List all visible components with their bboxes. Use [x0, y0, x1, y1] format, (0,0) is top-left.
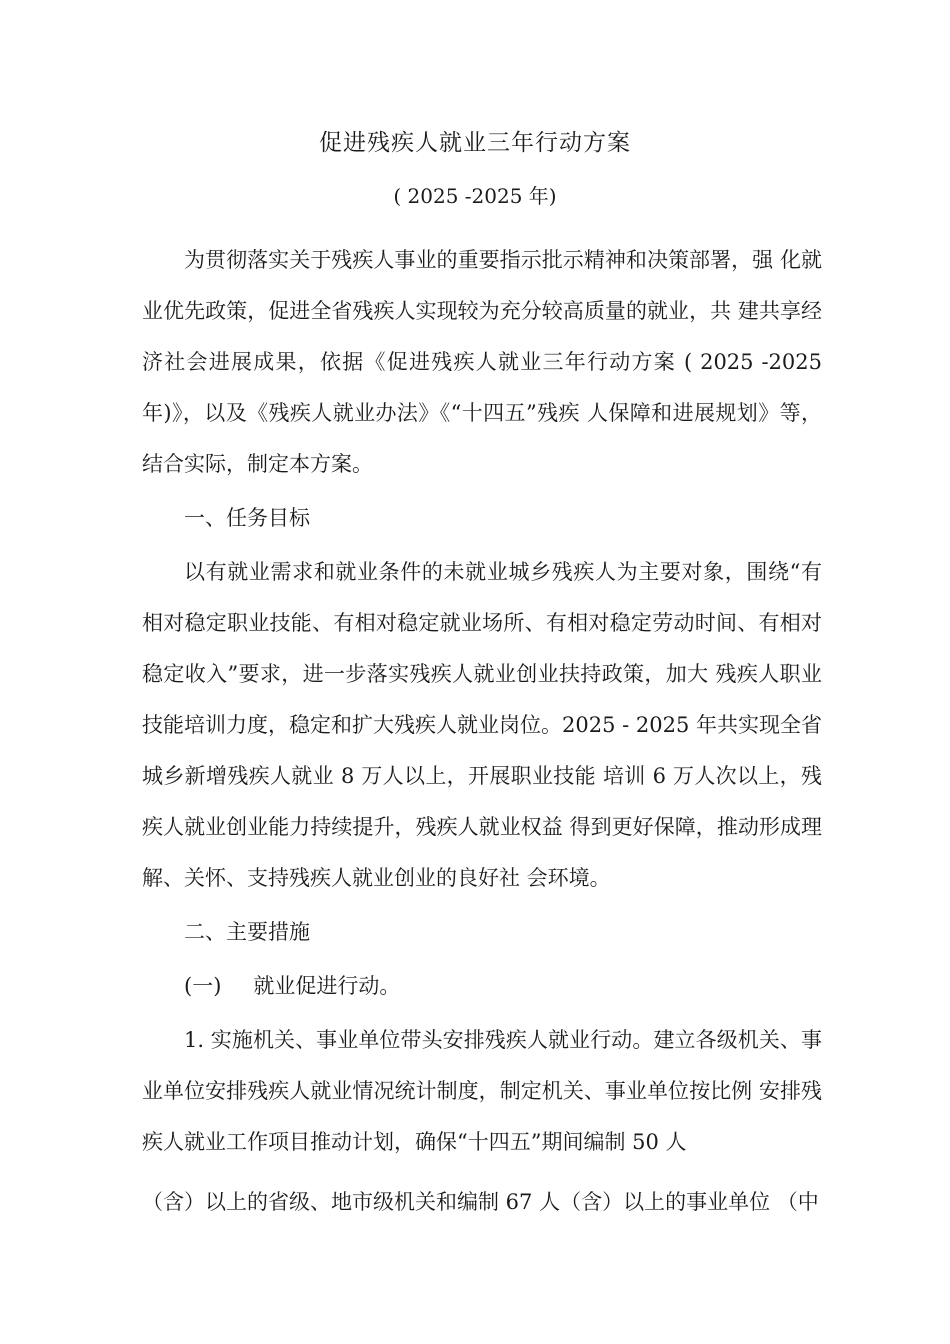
- measure-item-1-continued: （含）以上的省级、地市级机关和编制 67 人（含）以上的事业单位 （中: [142, 1190, 819, 1214]
- goals-paragraph: 以有就业需求和就业条件的未就业城乡残疾人为主要对象，围绕“有相对稳定职业技能、有相对稳定就业场所、有相对稳定劳动时间、有相对稳定收入”要求，进一步落实残疾人就业创业扶持政策，加大 残疾人职业技能培训力度，稳定和扩大残疾人就业岗位。2025 - 2025 年共实现全省城乡新增残疾人就业 8 万人以上，开展职业技能 培训 6 万人次以上，残疾人就业创业能力持续提升，残疾人就业权益 得到更好保障，推动形成理解、关怀、支持残疾人就业创业的良好社 会环境。: [142, 560, 823, 890]
- section-heading-goals: 一、任务目标: [184, 506, 310, 530]
- document-subtitle: ( 2025 -2025 年): [393, 184, 557, 208]
- document-title: 促进残疾人就业三年行动方案: [319, 130, 631, 156]
- subsection-heading: [142, 961, 822, 1012]
- intro-paragraph: 为贯彻落实关于残疾人事业的重要指示批示精神和决策部署，强 化就业优先政策，促进全省残疾人实现较为充分较高质量的就业，共 建共享经济社会进展成果，依据《促进残疾人就业三年行动方案 ( 2025 -2025 年)》，以及《残疾人就业办法》《“十四五”残疾 人保障和进展规划》等，结合实际，制定本方案。: [142, 248, 822, 476]
- measure-item-1: 1. 实施机关、事业单位带头安排残疾人就业行动。建立各级机关、事业单位安排残疾人就业情况统计制度，制定机关、事业单位按比例 安排残疾人就业工作项目推动计划，确保“十四五”期间编制 50 人: [142, 1028, 822, 1154]
- section-heading-measures: 二、主要措施: [184, 920, 310, 944]
- document-body: [142, 235, 822, 1228]
- subsection-number: (一): [184, 974, 222, 998]
- subsection-title: 就业促进行动。: [253, 974, 401, 998]
